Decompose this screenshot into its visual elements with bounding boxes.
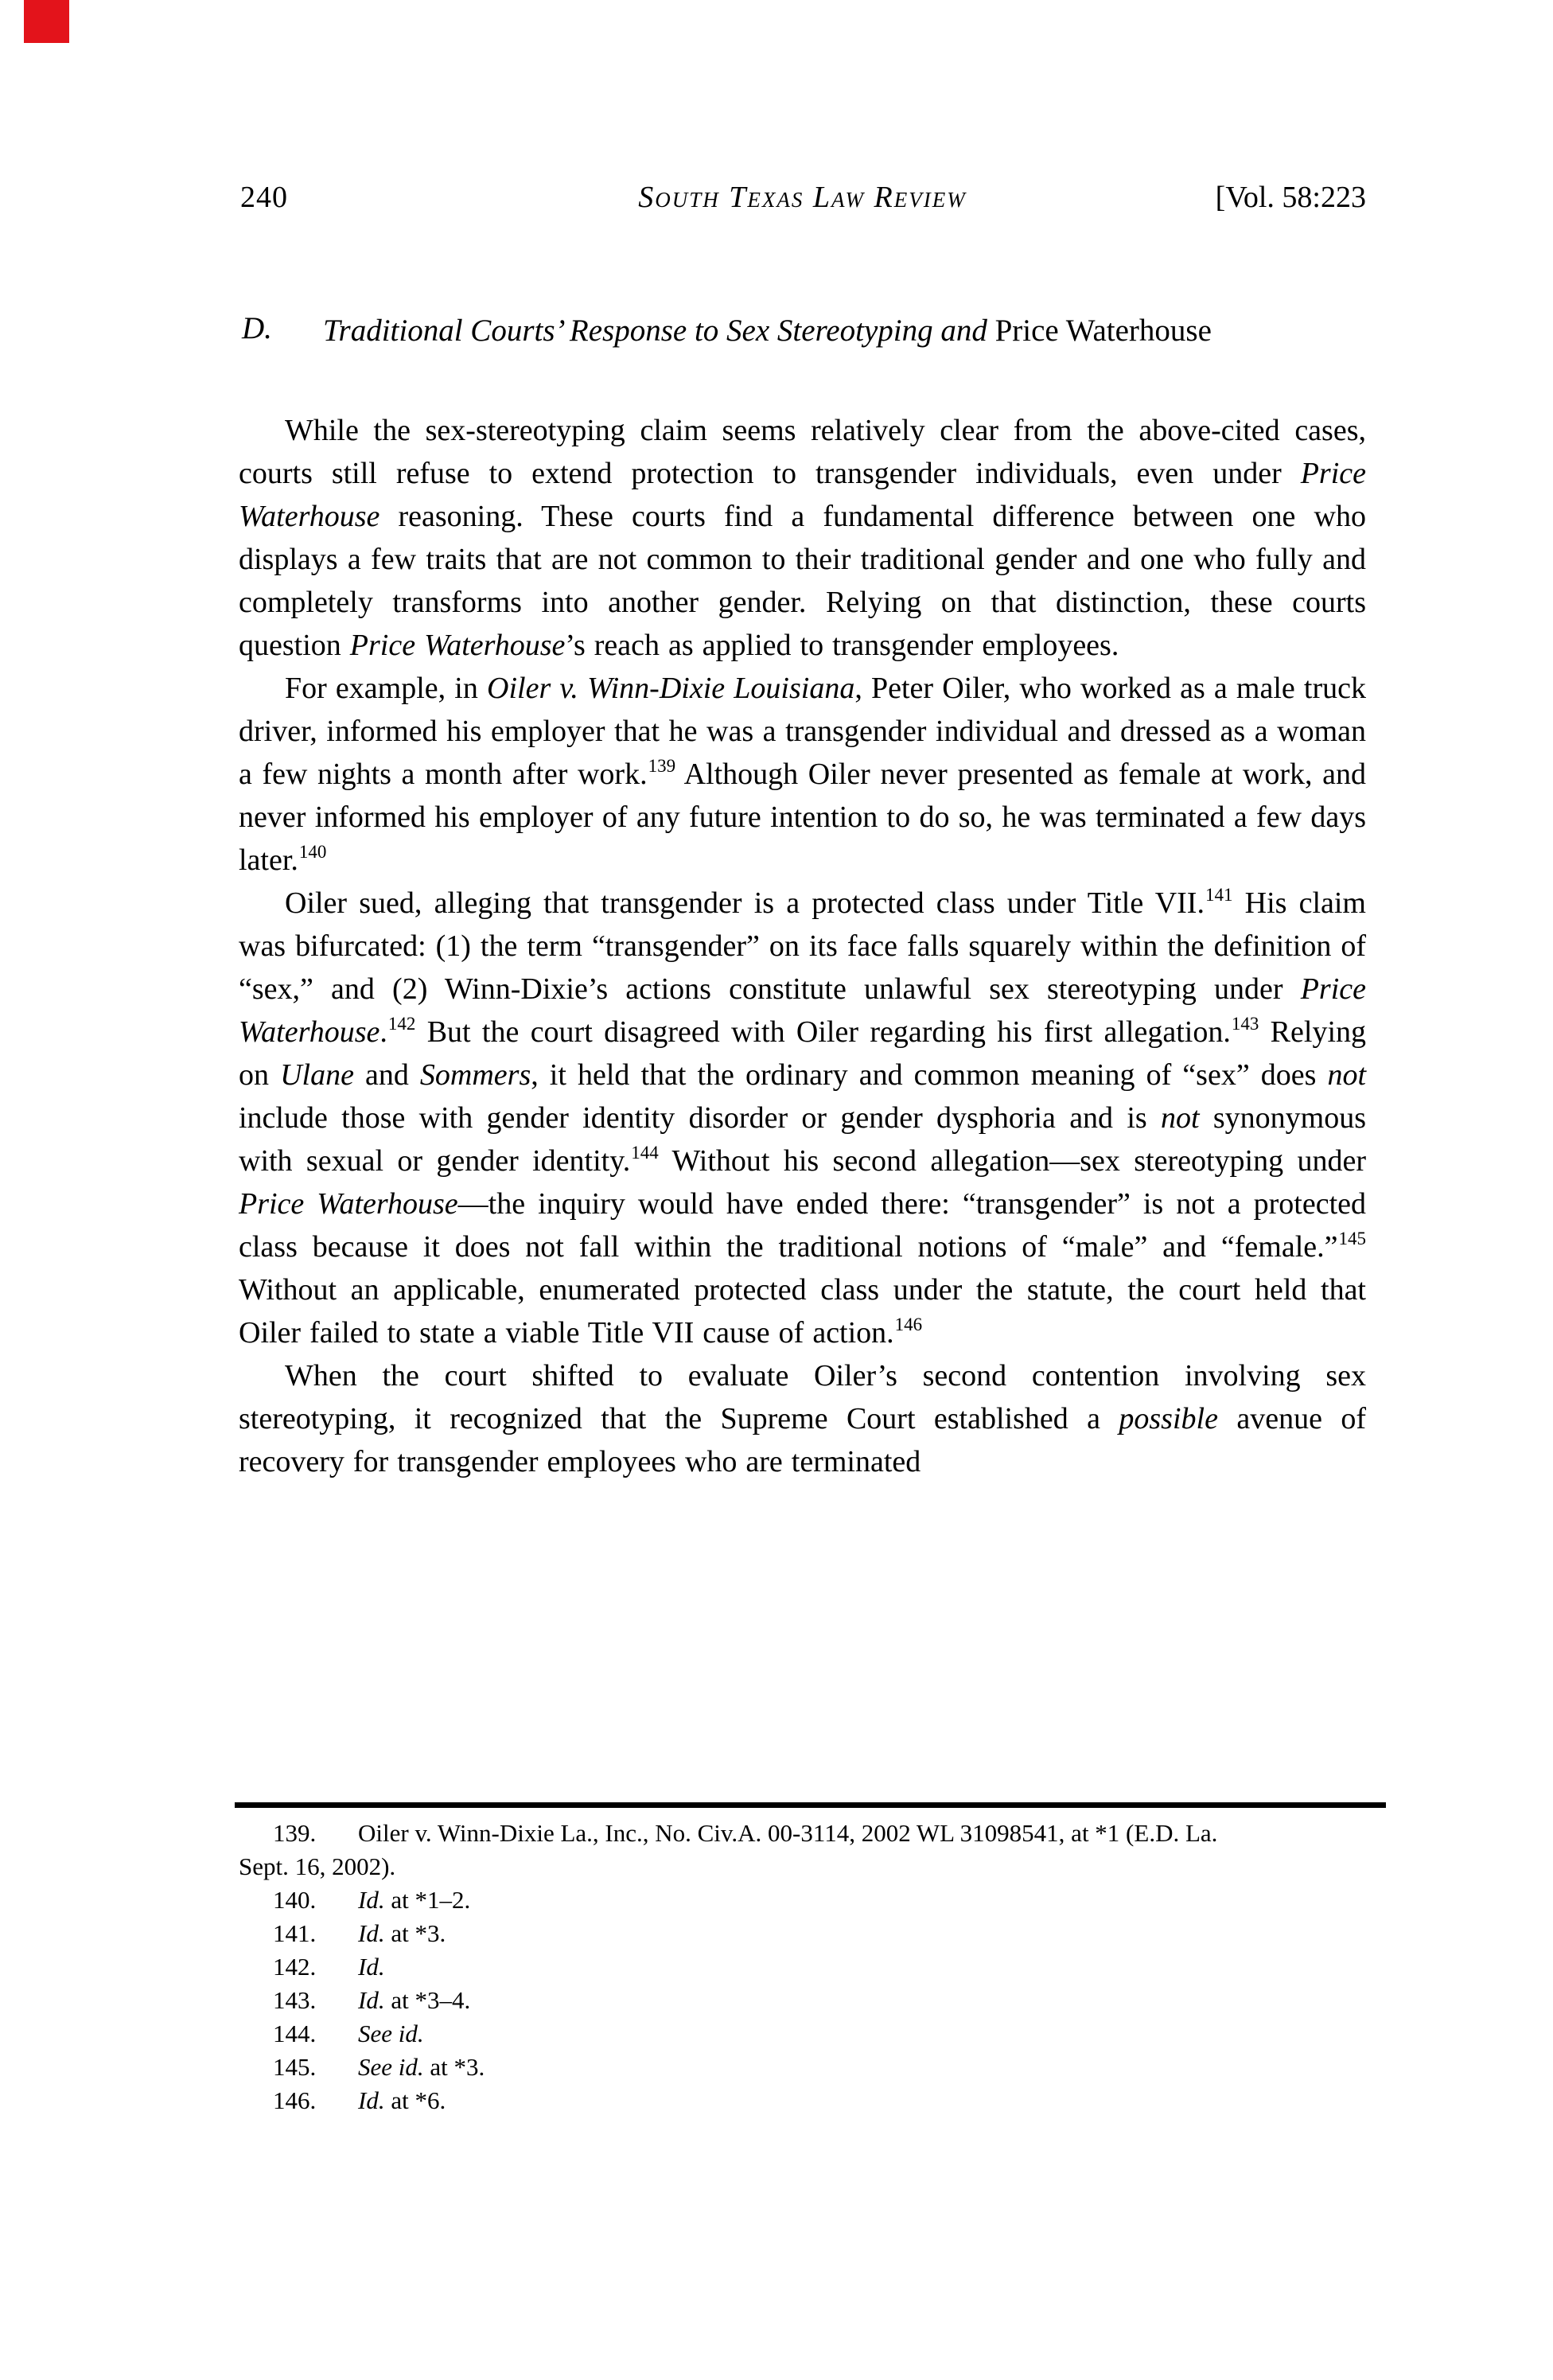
footnote-number: 146. bbox=[273, 2086, 317, 2114]
footnote-text: Id. bbox=[358, 1953, 385, 1981]
footnotes-block bbox=[239, 1817, 1368, 2117]
footnote-number: 142. bbox=[273, 1953, 317, 1981]
red-scan-mark bbox=[24, 0, 69, 43]
footnote-142 bbox=[239, 1950, 1368, 1984]
running-header bbox=[239, 180, 1366, 215]
footnote-text: Id. at *3. bbox=[358, 1919, 446, 1947]
journal-title: South Texas Law Review bbox=[638, 181, 967, 214]
footnote-number: 139. bbox=[273, 1819, 317, 1847]
paragraph-4: When the court shifted to evaluate Oiler’s second contention involving sex stereotyping, it recognized that the Supreme Court established a possible avenue of recovery for transgender employees who are terminated bbox=[239, 1359, 1366, 1478]
footnote-144 bbox=[239, 2017, 1368, 2051]
footnote-number: 144. bbox=[273, 2020, 317, 2047]
page-number: 240 bbox=[240, 181, 288, 214]
footnote-text: Id. at *6. bbox=[358, 2086, 446, 2114]
footnote-139 bbox=[239, 1817, 1368, 1883]
footnote-number: 141. bbox=[273, 1919, 317, 1947]
footnote-number: 140. bbox=[273, 1886, 317, 1914]
footnote-separator-rule bbox=[235, 1802, 1386, 1808]
footnote-number: 145. bbox=[273, 2053, 317, 2081]
footnote-141 bbox=[239, 1917, 1368, 1950]
footnote-text: Oiler v. Winn-Dixie La., Inc., No. Civ.A. 00-3114, 2002 WL 31098541, at *1 (E.D. La. Sept. 16, 2002). bbox=[239, 1819, 1218, 1880]
volume-reference: [Vol. 58:223 bbox=[1215, 181, 1366, 214]
paragraph-1: While the sex-stereotyping claim seems relatively clear from the above-cited cases, courts still refuse to extend protection to transgender individuals, even under Price Waterhouse reasoning. These courts find a fundamental difference between one who displays a few traits that are not common to their traditional gender and one who fully and completely transforms into another gender. Relying on that distinction, these courts question Price Waterhouse’s reach as applied to transgender employees. bbox=[239, 414, 1366, 662]
footnote-text: See id. at *3. bbox=[358, 2053, 485, 2081]
section-heading: Traditional Courts’ Response to Sex Stereotyping and Price Waterhouse bbox=[323, 314, 1212, 348]
footnote-146 bbox=[239, 2084, 1368, 2117]
footnote-text: Id. at *3–4. bbox=[358, 1986, 471, 2014]
article-body bbox=[239, 409, 1366, 1483]
footnote-143 bbox=[239, 1984, 1368, 2017]
section-letter: D. bbox=[242, 311, 272, 345]
footnote-140 bbox=[239, 1883, 1368, 1917]
paragraph-2: For example, in Oiler v. Winn-Dixie Louisiana, Peter Oiler, who worked as a male truck driver, informed his employer that he was a transgender individual and dressed as a woman a few nights a month after work.$^{139}$ Although Oiler never presented as female at work, and never informed his employer of any future intention to do so, he was terminated a few days later.$^{140}$ bbox=[239, 672, 1367, 877]
footnote-number: 143. bbox=[273, 1986, 317, 2014]
footnote-text: See id. bbox=[358, 2020, 424, 2047]
footnote-145 bbox=[239, 2051, 1368, 2084]
paragraph-3: Oiler sued, alleging that transgender is a protected class under Title VII.$^{141}$ His claim was bifurcated: (1) the term “transgender” on its face falls squarely within the definition of “sex,” and (2) Winn-Dixie’s actions constitute unlawful sex stereotyping under Price Waterhouse.$^{142}$ But the court disagreed with Oiler regarding his first allegation.$^{143}$ Relying on Ulane and Sommers, it held that the ordinary and common meaning of “sex” does not include those with gender identity disorder or gender dysphoria and is not synonymous with sexual or gender identity.$^{144}$ Without his second allegation—sex stereotyping under Price Waterhouse—the inquiry would have ended there: “transgender” is not a protected class because it does not fall within the traditional notions of “male” and “female.”$^{145}$ Without an applicable, enumerated protected class under the statute, the court held that Oiler failed to state a viable Title VII cause of action.$^{146}$ bbox=[239, 885, 1367, 1350]
footnote-text: Id. at *1–2. bbox=[358, 1886, 471, 1914]
